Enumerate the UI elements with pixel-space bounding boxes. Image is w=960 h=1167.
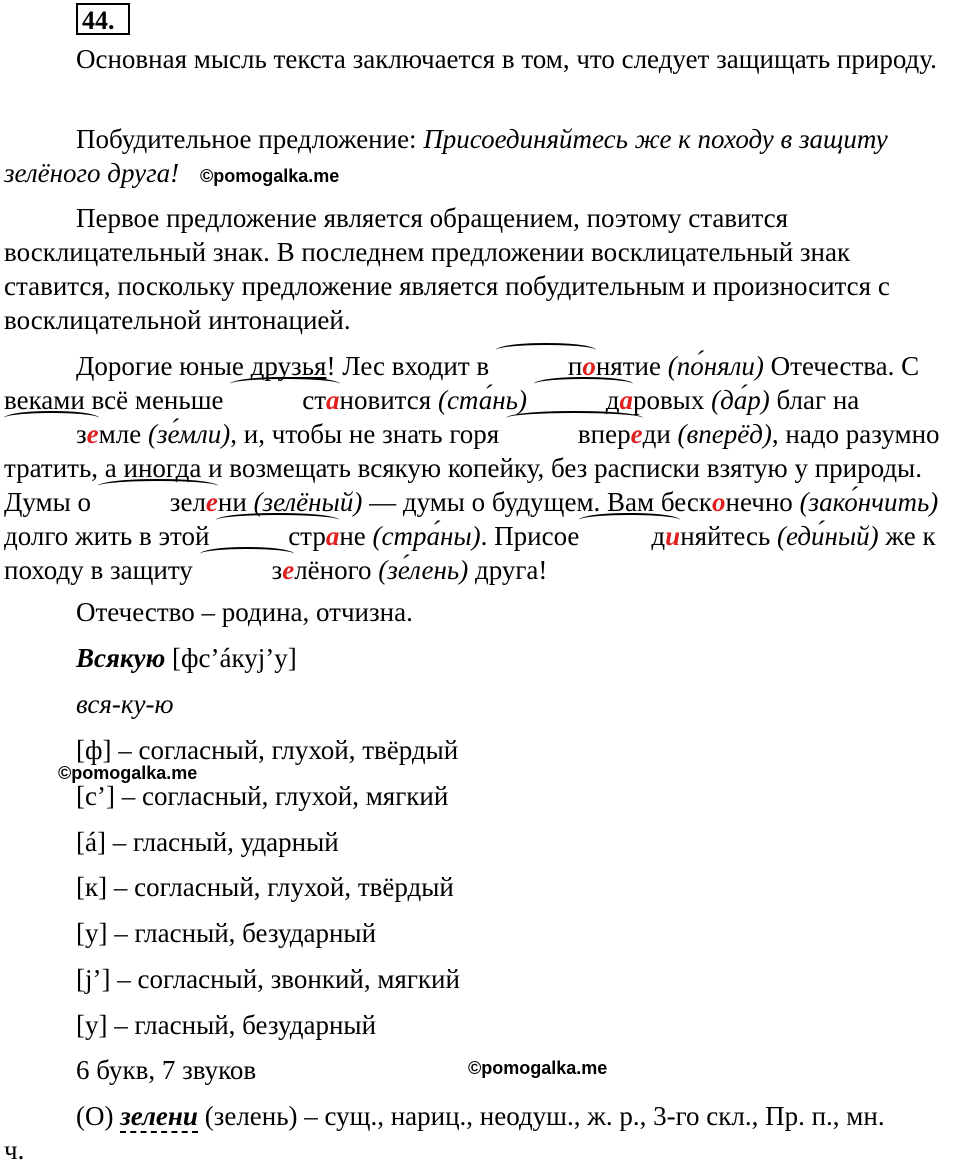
- check-word: (зелёный): [253, 487, 363, 517]
- word-part: д: [605, 385, 620, 415]
- transcription: [фс’áкуj’у]: [165, 643, 297, 673]
- highlighted-letter: е: [282, 555, 295, 585]
- word-part: зел: [169, 487, 206, 517]
- word-part: з: [271, 555, 283, 585]
- sound-line: [у] – гласный, безударный: [76, 1010, 377, 1040]
- text-segment: . Присое: [480, 521, 580, 551]
- check-word: (зе́мли): [147, 419, 231, 449]
- sound-line: [á] – гласный, ударный: [76, 827, 339, 857]
- sound-line: [ф] – согласный, глухой, твёрдый: [76, 735, 459, 765]
- text-word: друзья: [250, 351, 327, 381]
- word-part: ни: [217, 487, 254, 517]
- punctuation-paragraph: Первое предложение является обращением, поэтому ставится восклицательный знак. В последнем предложении восклицательный знак ставится, поскольку предложение является побудительным и произносится с восклицательной интонацией.: [4, 203, 890, 335]
- text-segment: , и, чтобы не знать горя: [230, 419, 506, 449]
- word-zelenogo: [200, 553, 295, 587]
- morph-description: (зелень) – сущ., нариц., неодуш., ж. р., 3-го скл., Пр. п., мн.: [197, 1101, 885, 1131]
- word-part: нятие: [595, 351, 668, 381]
- morph-tail: ч.: [4, 1135, 25, 1165]
- word-stanovitsya: [230, 383, 339, 417]
- check-word: (зако́нчить): [799, 487, 939, 517]
- highlighted-letter: о: [582, 351, 596, 381]
- text-segment: , надо разумно тратить, а иногда и возмещать всякую копейку, без расписки взятую у природы. Думы о: [4, 419, 940, 517]
- watermark: ©pomogalka.me: [468, 1058, 608, 1078]
- sound-line: [с’] – согласный, глухой, мягкий: [76, 781, 449, 811]
- syllables: вся-ку-ю: [76, 689, 174, 719]
- highlighted-letter: е: [630, 419, 643, 449]
- text-word: Отечества: [770, 351, 888, 381]
- highlighted-letter: а: [326, 385, 340, 415]
- check-word: (вперёд): [677, 419, 772, 449]
- word-part: няйтесь: [680, 521, 778, 551]
- check-word: (еди́ный): [777, 521, 879, 551]
- text-segment: . С веками всё меньше: [4, 351, 920, 415]
- word-part: з: [76, 419, 87, 449]
- word-part: ди: [642, 419, 678, 449]
- highlighted-letter: о: [712, 487, 726, 517]
- analysed-word: Всякую: [76, 643, 166, 673]
- morph-word: зелени: [120, 1101, 198, 1131]
- word-part: нечно: [725, 487, 800, 517]
- sound-line: [j’] – согласный, звонкий, мягкий: [76, 964, 460, 994]
- word-part: мле: [98, 419, 148, 449]
- phonetic-header: [76, 641, 297, 675]
- sound-line: [к] – согласный, глухой, твёрдый: [76, 872, 454, 902]
- check-word: (по́няли): [667, 351, 764, 381]
- text-segment: же к походу в защиту: [4, 521, 936, 585]
- text-segment: долго жить в этой: [4, 521, 217, 551]
- exercise-number: 44.: [76, 3, 130, 35]
- morph-prefix: (О): [76, 1101, 121, 1131]
- imperative-label: Побудительное предложение:: [76, 124, 424, 154]
- word-part: впер: [577, 419, 631, 449]
- letter-sound-count: 6 букв, 7 звуков: [76, 1055, 257, 1085]
- text-segment: [527, 385, 534, 415]
- word-vperedi: [506, 417, 643, 451]
- word-part: лёного: [294, 555, 379, 585]
- word-part: не: [339, 521, 373, 551]
- word-part: ст: [302, 385, 327, 415]
- text-segment: Дорогие юные: [76, 351, 251, 381]
- word-part: п: [567, 351, 583, 381]
- check-word: (стра́ны): [372, 521, 481, 551]
- imperative-quote: Присоединяйтесь же к походу в защиту зелёного друга!: [4, 124, 888, 188]
- text-segment: ! Лес входит в: [326, 351, 496, 381]
- watermark: ©pomogalka.me: [200, 166, 340, 186]
- text-segment: [764, 351, 771, 381]
- highlighted-letter: а: [619, 385, 633, 415]
- word-zeleni: [98, 485, 218, 519]
- word-part: ровых: [632, 385, 712, 415]
- text-segment: друга!: [468, 555, 548, 585]
- main-idea-paragraph: Основная мысль текста заключается в том, что следует защищать природу.: [76, 44, 937, 74]
- highlighted-letter: а: [325, 521, 340, 551]
- word-part: новится: [339, 385, 438, 415]
- check-word: (да́р): [711, 385, 770, 415]
- imperative-paragraph: [4, 122, 956, 190]
- word-zemle: [4, 417, 99, 451]
- check-word: (ста́нь): [437, 385, 527, 415]
- check-word: (зе́лень): [378, 555, 469, 585]
- highlighted-letter: и: [665, 521, 681, 551]
- text-segment: благ на: [769, 385, 860, 415]
- watermark: ©pomogalka.me: [58, 763, 198, 783]
- word-part: стр: [288, 521, 326, 551]
- sound-line: [у] – гласный, безударный: [76, 918, 377, 948]
- text-segment: — думы о будущем. Вам беск: [362, 487, 713, 517]
- morphology-line: [76, 1099, 885, 1133]
- otechestvo-definition: Отечество – родина, отчизна.: [76, 597, 413, 627]
- word-part: д: [651, 521, 666, 551]
- word-prisoedinyaytes: [579, 519, 680, 553]
- analysed-text: [4, 349, 956, 587]
- highlighted-letter: е: [205, 487, 218, 517]
- highlighted-letter: е: [86, 419, 99, 449]
